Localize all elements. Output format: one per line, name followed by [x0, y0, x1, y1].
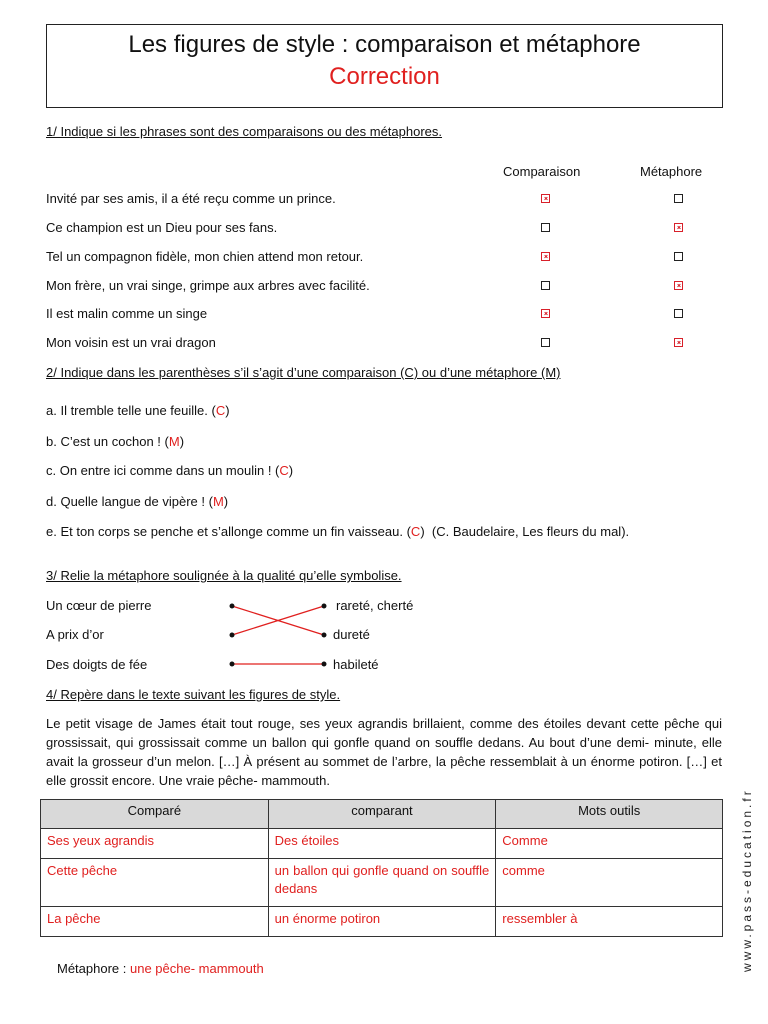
section2-heading: 2/ Indique dans les parenthèses s’il s’agit d’une comparaison (C) ou d’une métaphore (M) [46, 365, 561, 380]
page-subtitle: Correction [329, 63, 440, 90]
match-dot [230, 604, 235, 609]
match-dot [230, 662, 235, 667]
table-row [41, 907, 723, 937]
table-cell: Des étoiles [268, 829, 496, 859]
metaphore-line: Métaphore : une pêche- mammouth [57, 961, 264, 976]
section4-heading: 4/ Repère dans le texte suivant les figures de style. [46, 687, 341, 702]
s2-item: c. On entre ici comme dans un moulin ! (C) [46, 463, 294, 478]
s1-row-text: Invité par ses amis, il a été reçu comme un prince. [46, 191, 336, 206]
s2-answer: M [168, 434, 180, 449]
s2-answer: C [410, 524, 421, 539]
table-cell: La pêche [41, 907, 269, 937]
table-header-row [41, 800, 723, 829]
metaphore-answer: une pêche- mammouth [130, 961, 264, 976]
table-header: Comparé [41, 800, 269, 829]
text-paragraph: Le petit visage de James était tout rouge, ses yeux agrandis brillaient, comme des étoiles devant cette pêche qui grossissait, qui grossissait comme un ballon qui gonfle quand on souffle dedans. Au bout d’une demi- minute, elle avait la grosseur d’un melon. […] À présent au sommet de l’arbre, la pêche ressemblait à un énorme potiron. […] et elle grossit encore. Une vraie pêche- mammouth. [46, 716, 722, 788]
table-header: comparant [268, 800, 496, 829]
col-comparaison-header: Comparaison [503, 164, 581, 179]
table-cell: Ses yeux agrandis [41, 829, 269, 859]
table-cell: Cette pêche [41, 859, 269, 907]
table-cell: un ballon qui gonfle quand on souffle dedans [268, 859, 496, 907]
col-metaphore-header: Métaphore [640, 164, 703, 179]
s2-answer: M [212, 494, 224, 509]
table-cell: Comme [496, 829, 723, 859]
table-row [41, 859, 723, 907]
s1-row-text: Mon frère, un vrai singe, grimpe aux arbres avec facilité. [46, 278, 370, 293]
match-dot [230, 633, 235, 638]
s2-item: d. Quelle langue de vipère ! (M) [46, 494, 229, 509]
table-cell: comme [496, 859, 723, 907]
match-dot [322, 662, 327, 667]
page-title: Les figures de style : comparaison et métaphore [128, 31, 641, 58]
match-left-item: Un cœur de pierre [46, 598, 152, 613]
s2-item: b. C’est un cochon ! (M) [46, 434, 185, 449]
table-cell: ressembler à [496, 907, 723, 937]
table-header: Mots outils [496, 800, 723, 829]
match-left-item: A prix d’or [46, 627, 104, 642]
s2-item: e. Et ton corps se penche et s’allonge comme un fin vaisseau. (C) (C. Baudelaire, Les fleurs du mal). [46, 524, 630, 539]
s2-item: a. Il tremble telle une feuille. (C) [46, 403, 230, 418]
section3-heading: 3/ Relie la métaphore soulignée à la qualité qu’elle symbolise. [46, 568, 402, 583]
match-right-item: habileté [333, 657, 379, 672]
s1-row-text: Il est malin comme un singe [46, 306, 208, 321]
side-watermark: www.pass-education.fr [740, 788, 754, 972]
table-cell: un énorme potiron [268, 907, 496, 937]
figures-table [40, 799, 723, 937]
s1-row-text: Ce champion est un Dieu pour ses fans. [46, 220, 278, 235]
s1-row-text: Tel un compagnon fidèle, mon chien attend mon retour. [46, 249, 364, 264]
match-dot [322, 604, 327, 609]
match-right-item: dureté [333, 627, 370, 642]
s2-answer: C [279, 463, 289, 478]
match-left-item: Des doigts de fée [46, 657, 148, 672]
section1-heading: 1/ Indique si les phrases sont des comparaisons ou des métaphores. [46, 124, 443, 139]
s2-answer: C [215, 403, 226, 418]
match-dot [322, 633, 327, 638]
match-right-item: rareté, cherté [336, 598, 414, 613]
table-row [41, 829, 723, 859]
s1-row-text: Mon voisin est un vrai dragon [46, 335, 216, 350]
